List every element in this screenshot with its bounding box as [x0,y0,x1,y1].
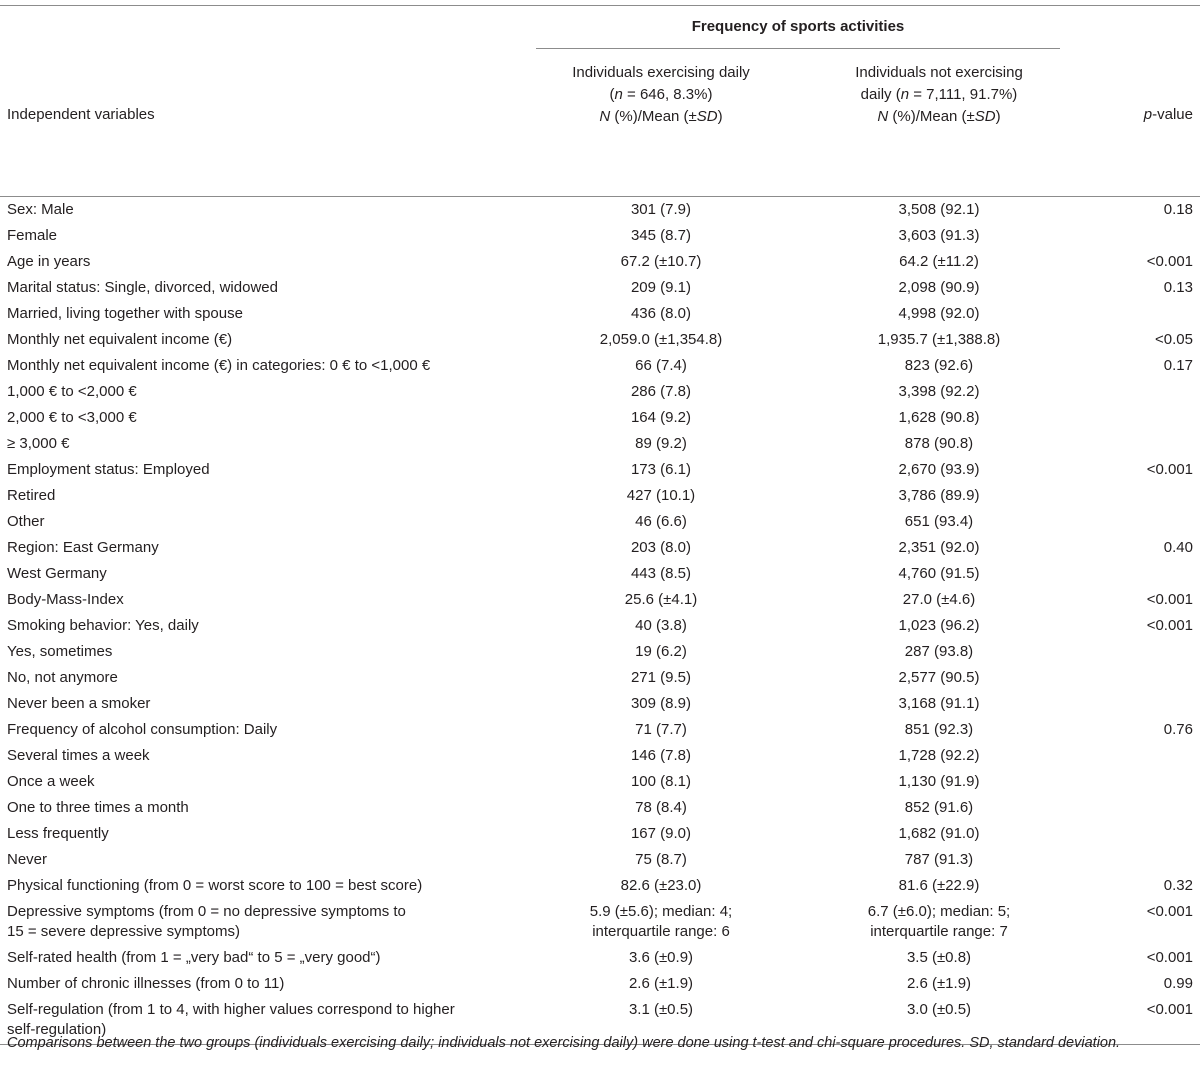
value-not-exercising-daily: 4,760 (91.5) [898,565,980,582]
value-not-exercising-daily: 3,398 (92.2) [898,383,980,400]
row-label: Body-Mass-Index [7,591,124,608]
row-label: Never [7,851,48,868]
table-row [0,665,1200,691]
p-value [1078,301,1200,327]
p-value [1078,769,1200,795]
value-not-exercising-daily: 1,935.7 (±1,388.8) [877,331,1001,348]
value-exercising-daily: 100 (8.1) [630,773,692,790]
p-value: 0.18 [1163,201,1193,218]
table-row [0,639,1200,665]
value-exercising-daily: 40 (3.8) [635,617,687,634]
p-value: 0.17 [1163,357,1193,374]
value-not-exercising-daily: 3.0 (±0.5) [800,997,1078,1045]
value-exercising-daily: 2,059.0 (±1,354.8) [599,331,723,348]
value-not-exercising-daily: 3,168 (91.1) [898,695,980,712]
value-not-exercising-daily: 2.6 (±1.9) [906,975,972,992]
table-row [0,717,1200,743]
p-value: <0.001 [1146,591,1193,608]
row-label: 1,000 € to <2,000 € [7,383,137,400]
row-label: Married, living together with spouse [7,305,243,322]
row-label: Frequency of alcohol consumption: Daily [7,721,278,738]
value-exercising-daily: 436 (8.0) [630,305,692,322]
p-value [1078,639,1200,665]
row-label: Once a week [7,773,95,790]
table-row [0,197,1200,224]
statistics-table [0,5,1200,1045]
header-not-exercising-daily: Individuals not exercising daily (n = 7,111, 91.7%) N (%)/Mean (±SD) [800,50,1078,197]
p-value: <0.001 [1146,903,1193,920]
table-row [0,821,1200,847]
table-row [0,945,1200,971]
value-not-exercising-daily: 287 (93.8) [904,643,974,660]
value-not-exercising-daily: 2,577 (90.5) [898,669,980,686]
p-value: <0.001 [1146,461,1193,478]
row-label: Retired [7,487,56,504]
value-exercising-daily: 345 (8.7) [630,227,692,244]
table-row [0,613,1200,639]
value-exercising-daily: 3.1 (±0.5) [522,997,800,1045]
value-not-exercising-daily: 1,130 (91.9) [898,773,980,790]
value-not-exercising-daily: 3.5 (±0.8) [906,949,972,966]
value-exercising-daily: 3.6 (±0.9) [628,949,694,966]
value-exercising-daily: 167 (9.0) [630,825,692,842]
p-value: <0.001 [1146,253,1193,270]
group-header: Frequency of sports activities [536,6,1060,49]
row-label: Self-regulation (from 1 to 4, with higher values correspond to higher self-regulation) [0,997,522,1045]
header-independent-variables: Independent variables [0,50,522,197]
value-not-exercising-daily: 1,682 (91.0) [898,825,980,842]
value-not-exercising-daily: 4,998 (92.0) [898,305,980,322]
p-value: 0.99 [1163,975,1193,992]
table-row [0,691,1200,717]
table-row [0,561,1200,587]
table-row [0,457,1200,483]
row-label: ≥ 3,000 € [7,435,70,452]
row-label: Never been a smoker [7,695,151,712]
p-value [1078,795,1200,821]
table-row [0,353,1200,379]
table-row [0,535,1200,561]
table-row [0,275,1200,301]
value-exercising-daily: 75 (8.7) [635,851,687,868]
value-not-exercising-daily: 787 (91.3) [904,851,974,868]
value-not-exercising-daily: 2,670 (93.9) [898,461,980,478]
row-label: Female [7,227,58,244]
p-value [1078,483,1200,509]
value-exercising-daily: 19 (6.2) [635,643,687,660]
table-row [0,847,1200,873]
p-value: 0.76 [1163,721,1193,738]
row-label: Several times a week [7,747,150,764]
p-value: <0.001 [1078,997,1200,1045]
p-value: 0.32 [1163,877,1193,894]
value-exercising-daily: 78 (8.4) [635,799,687,816]
table-row [0,743,1200,769]
value-exercising-daily: 443 (8.5) [630,565,692,582]
row-label: Region: East Germany [7,539,159,556]
value-exercising-daily: 209 (9.1) [630,279,692,296]
value-not-exercising-daily: 851 (92.3) [904,721,974,738]
value-exercising-daily: 67.2 (±10.7) [620,253,702,270]
value-exercising-daily: 427 (10.1) [626,487,696,504]
p-value: <0.05 [1155,331,1193,348]
p-value [1078,847,1200,873]
value-exercising-daily: 146 (7.8) [630,747,692,764]
value-not-exercising-daily: 651 (93.4) [904,513,974,530]
p-value [1078,665,1200,691]
p-value [1078,379,1200,405]
table-row [0,379,1200,405]
p-value [1078,509,1200,535]
value-not-exercising-daily: 1,728 (92.2) [898,747,980,764]
value-not-exercising-daily: 64.2 (±11.2) [899,253,979,270]
table-row [0,405,1200,431]
table-row [0,509,1200,535]
p-value: 0.40 [1163,539,1193,556]
row-label: Age in years [7,253,91,270]
row-label: Self-rated health (from 1 = „very bad“ to 5 = „very good“) [7,949,381,966]
table-row [0,223,1200,249]
row-label: Yes, sometimes [7,643,113,660]
value-not-exercising-daily: 878 (90.8) [904,435,974,452]
value-not-exercising-daily: 3,786 (89.9) [898,487,980,504]
table-row [0,769,1200,795]
value-not-exercising-daily: 823 (92.6) [904,357,974,374]
p-value: 0.13 [1163,279,1193,296]
value-not-exercising-daily: 852 (91.6) [904,799,974,816]
table-row [0,249,1200,275]
table-footnote: Comparisons between the two groups (individuals exercising daily; individuals not exercising daily) were done using t-test and chi-square procedures. SD, standard deviation. [7,1035,1121,1051]
value-exercising-daily: 89 (9.2) [635,435,687,452]
header-p-value: p-value [1078,50,1200,197]
value-exercising-daily: 71 (7.7) [635,721,687,738]
row-label: Monthly net equivalent income (€) [7,331,233,348]
row-label: Sex: Male [7,201,74,218]
table-body [0,197,1200,1045]
table-row [0,899,1200,945]
p-value [1078,743,1200,769]
row-label: Monthly net equivalent income (€) in categories: 0 € to <1,000 € [7,357,431,374]
value-not-exercising-daily: 2,351 (92.0) [898,539,980,556]
table-row [0,587,1200,613]
table-row [0,873,1200,899]
table-row [0,795,1200,821]
value-not-exercising-daily: 27.0 (±4.6) [902,591,976,608]
value-exercising-daily: 164 (9.2) [630,409,692,426]
p-value [1078,405,1200,431]
value-exercising-daily: 173 (6.1) [630,461,692,478]
row-label: One to three times a month [7,799,189,816]
row-label: Depressive symptoms (from 0 = no depressive symptoms to 15 = severe depressive symptoms) [7,903,406,940]
value-exercising-daily: 46 (6.6) [635,513,687,530]
p-value: <0.001 [1146,617,1193,634]
p-value [1078,821,1200,847]
value-not-exercising-daily: 2,098 (90.9) [898,279,980,296]
row-label: Other [7,513,45,530]
value-not-exercising-daily: 3,508 (92.1) [898,201,980,218]
table-row [0,327,1200,353]
value-exercising-daily: 25.6 (±4.1) [624,591,698,608]
value-not-exercising-daily: 3,603 (91.3) [898,227,980,244]
row-label: No, not anymore [7,669,118,686]
table-row [0,971,1200,997]
value-exercising-daily: 271 (9.5) [630,669,692,686]
p-value: <0.001 [1146,949,1193,966]
row-label: Employment status: Employed [7,461,210,478]
row-label: Physical functioning (from 0 = worst score to 100 = best score) [7,877,423,894]
row-label: Smoking behavior: Yes, daily [7,617,199,634]
value-exercising-daily: 66 (7.4) [635,357,687,374]
table-row [0,301,1200,327]
p-value [1078,223,1200,249]
value-exercising-daily: 286 (7.8) [630,383,692,400]
value-exercising-daily: 82.6 (±23.0) [620,877,702,894]
table-row [0,483,1200,509]
value-exercising-daily: 309 (8.9) [630,695,692,712]
value-exercising-daily: 301 (7.9) [630,201,692,218]
table-row [0,431,1200,457]
value-exercising-daily: 2.6 (±1.9) [628,975,694,992]
row-label: 2,000 € to <3,000 € [7,409,137,426]
header-exercising-daily: Individuals exercising daily (n = 646, 8.3%) N (%)/Mean (±SD) [522,50,800,197]
value-not-exercising-daily: 6.7 (±6.0); median: 5; interquartile range: 7 [867,903,1011,940]
row-label: Marital status: Single, divorced, widowed [7,279,278,296]
p-value [1078,561,1200,587]
value-not-exercising-daily: 1,023 (96.2) [898,617,980,634]
value-exercising-daily: 5.9 (±5.6); median: 4; interquartile range: 6 [589,903,733,940]
row-label: Number of chronic illnesses (from 0 to 11) [7,975,285,992]
row-label: West Germany [7,565,107,582]
p-value [1078,691,1200,717]
value-not-exercising-daily: 1,628 (90.8) [898,409,980,426]
p-value [1078,431,1200,457]
row-label: Less frequently [7,825,109,842]
value-not-exercising-daily: 81.6 (±22.9) [898,877,980,894]
value-exercising-daily: 203 (8.0) [630,539,692,556]
